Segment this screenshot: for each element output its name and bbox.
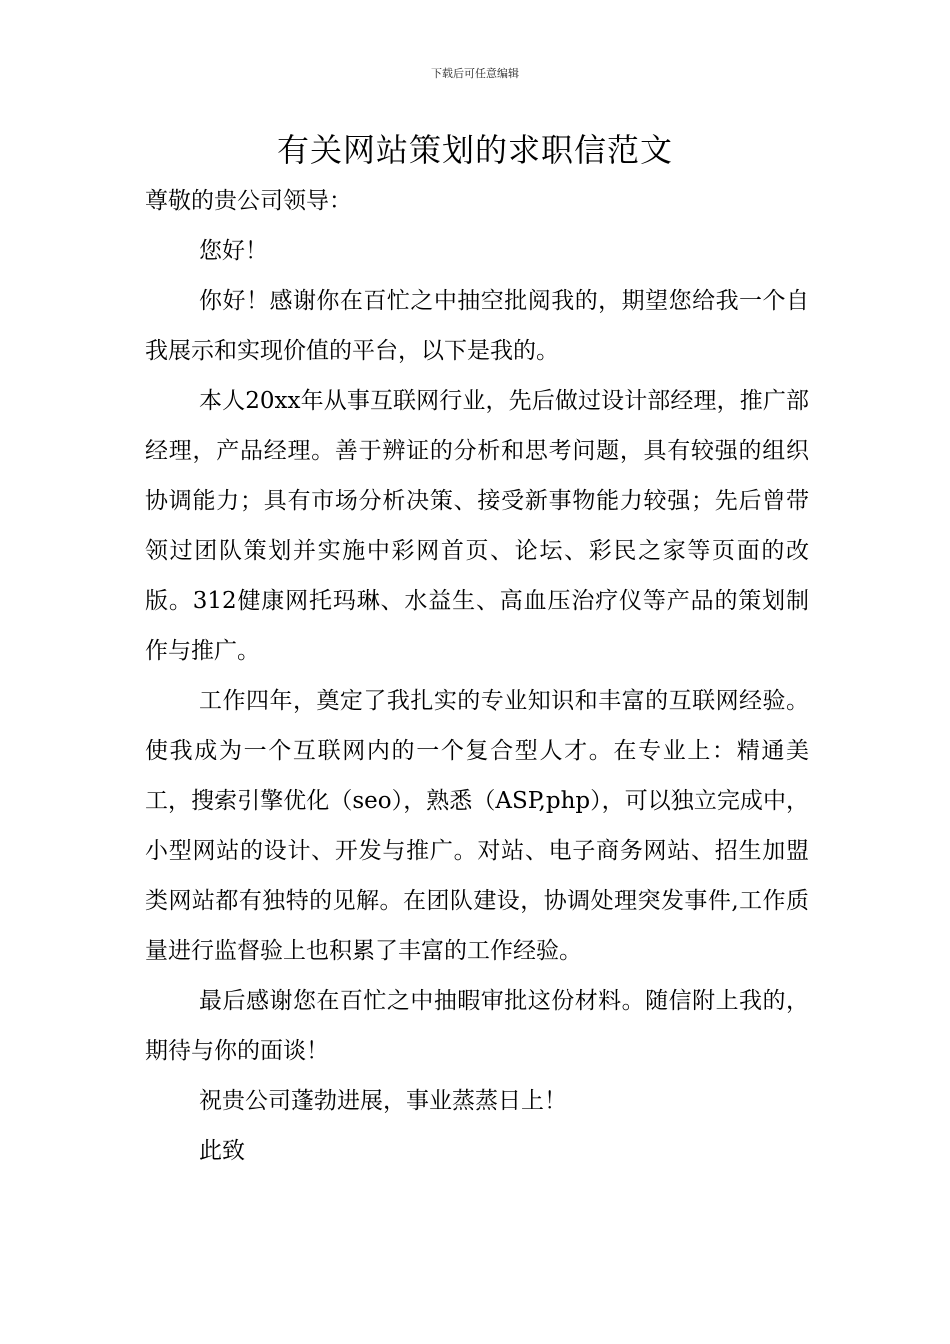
salutation: 尊敬的贵公司领导： [145, 188, 352, 214]
skills-paragraph: 工作四年，奠定了我扎实的专业知识和丰富的互联网经验。使我成为一个互联网内的一个复合型人才。在专业上：精通美工，搜索引擎优化（seo），熟悉（ASP,php），可以独立完成中，小型网站的设计、开发与推广。对站、电子商务网站、招生加盟类网站都有独特的见解。在团队建设，协调处理突发事件,工作质量进行监督验上也积累了丰富的工作经验。 [145, 688, 809, 964]
header-note: 下载后可任意编辑 [431, 67, 519, 80]
greeting-paragraph: 您好！ [199, 238, 269, 264]
intro-paragraph: 你好！感谢你在百忙之中抽空批阅我的，期望您给我一个自我展示和实现价值的平台，以下是我的。 [145, 288, 809, 364]
closing-paragraph: 最后感谢您在百忙之中抽暇审批这份材料。随信附上我的，期待与你的面谈！ [145, 988, 809, 1064]
sign-off: 此致 [199, 1138, 246, 1164]
wishes-paragraph: 祝贵公司蓬勃进展，事业蒸蒸日上！ [199, 1088, 568, 1114]
document-title: 有关网站策划的求职信范文 [276, 131, 673, 169]
experience-paragraph: 本人20xx年从事互联网行业，先后做过设计部经理，推广部经理，产品经理。善于辨证的分析和思考问题，具有较强的组织协调能力；具有市场分析决策、接受新事物能力较强；先后曾带领过团队策划并实施中彩网首页、论坛、彩民之家等页面的改版。312健康网托玛琳、水益生、高血压治疗仪等产品的策划制作与推广。 [145, 388, 809, 664]
letter-body [145, 176, 809, 1176]
